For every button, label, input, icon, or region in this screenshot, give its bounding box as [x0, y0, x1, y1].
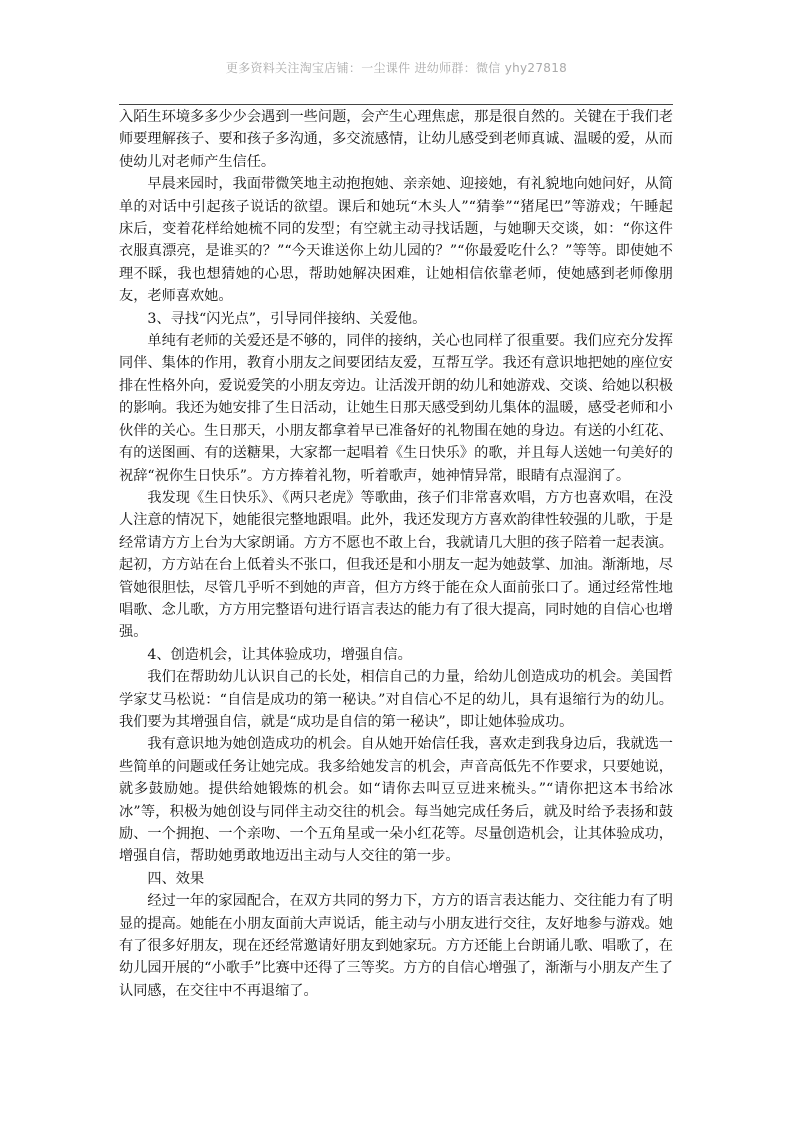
paragraph: 我们在帮助幼儿认识自己的长处，相信自己的力量，给幼儿创造成功的机会。美国哲学家艾马松说：“自信是成功的第一秘诀。”对自信心不足的幼儿，具有退缩行为的幼儿。我们要为其增强自信，就是“成功是自信的第一秘诀”，即让她体验成功。 [119, 669, 673, 730]
section-heading: 四、效果 [147, 870, 205, 887]
paragraph: 经过一年的家园配合，在双方共同的努力下，方方的语言表达能力、交往能力有了明显的提高。她能在小朋友面前大声说话，能主动与小朋友进行交往，友好地参与游戏。她有了很多好朋友，现在还经常邀请好朋友到她家玩。方方还能上台朗诵儿歌、唱歌了，在幼儿园开展的“小歌手”比赛中还得了三等奖。方方的自信心增强了，渐渐与小朋友产生了认同感，在交往中不再退缩了。 [119, 893, 673, 999]
paragraph: 我有意识地为她创造成功的机会。自从她开始信任我，喜欢走到我身边后，我就选一些简单的问题或任务让她完成。我多给她发言的机会，声音高低先不作要求，只要她说，就多鼓励她。提供给她锻炼的机会。如“请你去叫豆豆进来梳头。”“请你把这本书给冰冰”等，积极为她创设与同伴主动交往的机会。每当她完成任务后，就及时给予表扬和鼓励、一个拥抱、一个亲吻、一个五角星或一朵小红花等。尽量创造机会，让其体验成功，增强自信，帮助她勇敢地迈出主动与人交往的第一步。 [119, 736, 673, 865]
section-heading: 3、寻找“闪光点”，引导同伴接纳、关爱他。 [147, 310, 427, 327]
section-heading: 4、创造机会，让其体验成功，增强自信。 [147, 646, 412, 663]
paragraph: 单纯有老师的关爱还是不够的，同伴的接纳，关心也同样了很重要。我们应充分发挥同伴、集体的作用，教育小朋友之间要团结友爱，互帮互学。我还有意识地把她的座位安排在性格外向，爱说爱笑的小朋友旁边。让活泼开朗的幼儿和她游戏、交谈、给她以积极的影响。我还为她安排了生日活动，让她生日那天感受到幼儿集体的温暖，感受老师和小伙伴的关心。生日那天，小朋友都拿着早已准备好的礼物围在她的身边。有送的小红花、有的送图画、有的送糖果，大家都一起唱着《生日快乐》的歌，并且每人送她一句美好的祝辞“祝你生日快乐”。方方捧着礼物，听着歌声，她神情异常，眼睛有点湿润了。 [119, 333, 673, 484]
header-watermark: 更多资料关注淘宝店铺：一尘课件 进幼师群：微信 yhy27818 [225, 61, 568, 75]
paragraph-continuation: 入陌生环境多多少少会遇到一些问题，会产生心理焦虑，那是很自然的。关键在于我们老师要理解孩子、要和孩子多沟通，多交流感情，让幼儿感受到老师真诚、温暖的爱，从而使幼儿对老师产生信任。 [119, 109, 673, 170]
paragraph: 我发现《生日快乐》、《两只老虎》等歌曲，孩子们非常喜欢唱，方方也喜欢唱，在没人注意的情况下，她能很完整地跟唱。此外，我还发现方方喜欢韵律性较强的儿歌，于是经常请方方上台为大家朗诵。方方不愿也不敢上台，我就请几大胆的孩子陪着一起表演。起初，方方站在台上低着头不张口，但我还是和小朋友一起为她鼓掌、加油。渐渐地，尽管她很胆怯，尽管几乎听不到她的声音，但方方终于能在众人面前张口了。通过经常性地唱歌、念儿歌，方方用完整语句进行语言表达的能力有了很大提高，同时她的自信心也增强。 [119, 489, 673, 641]
body-text [119, 106, 673, 1002]
header-rule [119, 104, 673, 105]
paragraph: 早晨来园时，我面带微笑地主动抱抱她、亲亲她、迎接她，有礼貌地向她问好，从简单的对话中引起孩子说话的欲望。课后和她玩“木头人”“猜拳”“猪尾巴”等游戏；午睡起床后，变着花样给她梳不同的发型；有空就主动寻找话题，与她聊天交谈，如：“你这件衣服真漂亮，是谁买的？”“今天谁送你上幼儿园的？”“你最爱吃什么？”等等。即使她不理不睬，我也想猜她的心思，帮助她解决困难，让她相信依靠老师，使她感到老师像朋友，老师喜欢她。 [119, 176, 673, 305]
